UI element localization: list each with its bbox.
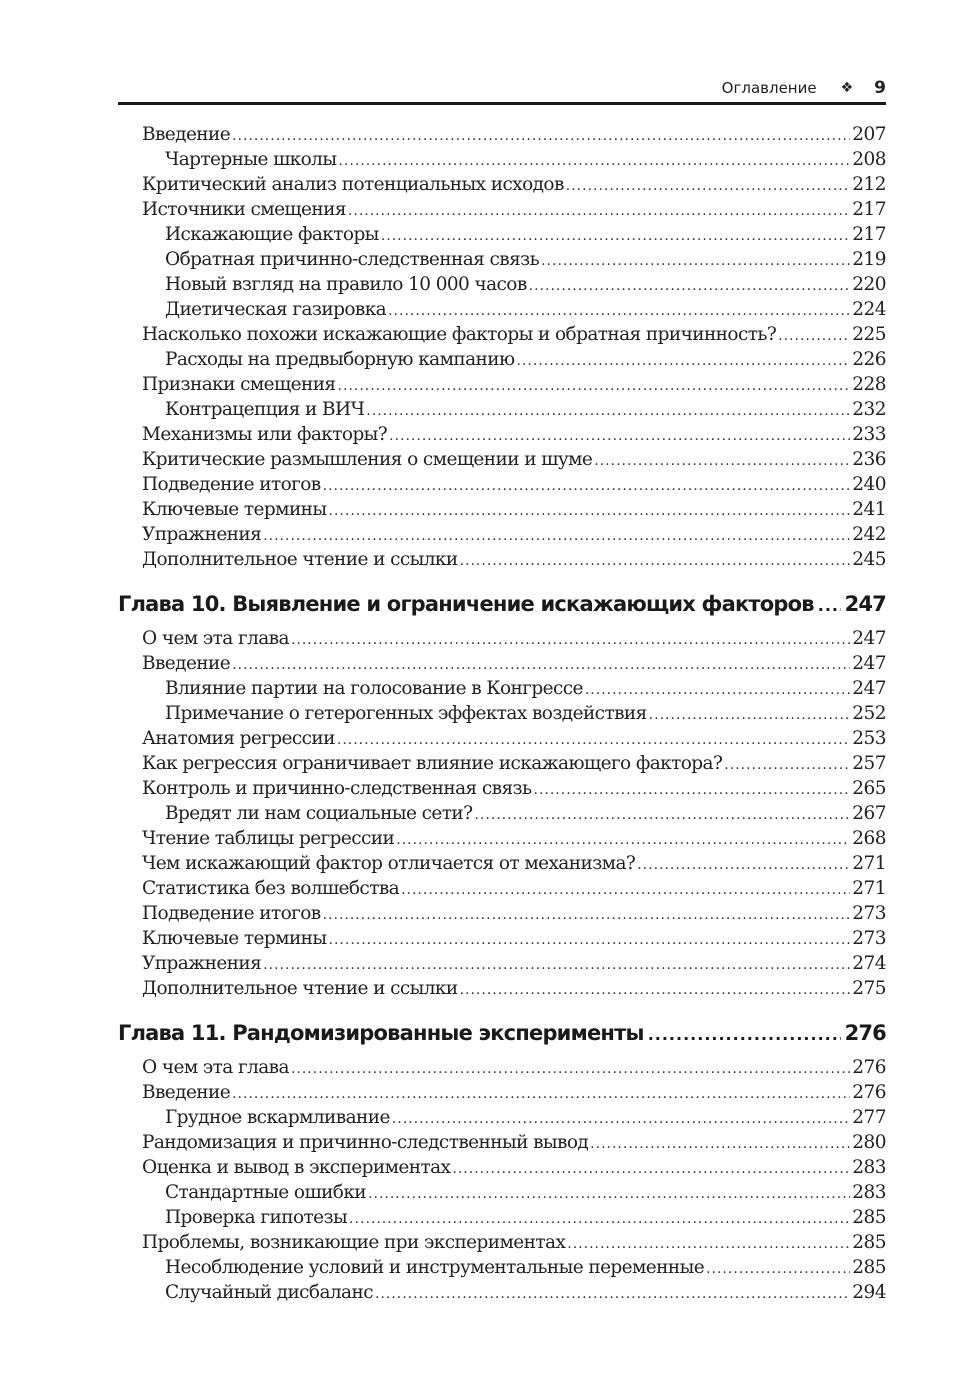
- entry-title: Упражнения: [142, 524, 262, 545]
- toc-entry[interactable]: [118, 901, 886, 926]
- toc-entry[interactable]: [118, 1105, 886, 1130]
- entry-title: Проблемы, возникающие при экспериментах: [142, 1232, 566, 1253]
- toc-entry[interactable]: [118, 1255, 886, 1280]
- toc-entry[interactable]: [118, 1055, 886, 1080]
- entry-title: Влияние партии на голосование в Конгрессе: [165, 678, 583, 699]
- entry-page-number: 265: [852, 778, 886, 799]
- entry-page-number: 220: [852, 274, 886, 295]
- dot-leader: [329, 499, 851, 524]
- dot-leader: [534, 778, 851, 803]
- toc-entry[interactable]: [118, 222, 886, 247]
- entry-title: Анатомия регрессии: [142, 728, 335, 749]
- entry-page-number: 253: [852, 728, 886, 749]
- toc-entry[interactable]: [118, 397, 886, 422]
- toc-chapter-heading[interactable]: [118, 584, 886, 624]
- dot-leader: [585, 678, 850, 703]
- header-rule: [118, 102, 886, 105]
- entry-page-number: 268: [852, 828, 886, 849]
- entry-page-number: 283: [852, 1182, 886, 1203]
- dot-leader: [706, 1257, 850, 1282]
- dot-leader: [263, 524, 850, 549]
- entry-title: Статистика без волшебства: [142, 878, 400, 899]
- entry-page-number: 242: [852, 524, 886, 545]
- dot-leader: [389, 424, 850, 449]
- toc-entry[interactable]: [118, 626, 886, 651]
- dot-leader: [291, 628, 850, 653]
- entry-title: Признаки смещения: [142, 374, 336, 395]
- entry-title: Обратная причинно-следственная связь: [165, 249, 540, 270]
- entry-title: Чартерные школы: [165, 149, 337, 170]
- dot-leader: [541, 249, 850, 274]
- entry-title: Подведение итогов: [142, 903, 321, 924]
- toc-entry[interactable]: [118, 1230, 886, 1255]
- toc-entry[interactable]: [118, 926, 886, 951]
- entry-page-number: 232: [852, 399, 886, 420]
- dot-leader: [460, 978, 851, 1003]
- dot-leader: [401, 878, 850, 903]
- toc-entry[interactable]: [118, 751, 886, 776]
- dot-leader: [724, 753, 850, 778]
- entry-page-number: 224: [852, 299, 886, 320]
- dot-leader: [567, 1232, 850, 1257]
- entry-page-number: 228: [852, 374, 886, 395]
- chapter-title: Глава 11. Рандомизированные эксперименты: [118, 1021, 644, 1045]
- entry-title: Механизмы или факторы?: [142, 424, 388, 445]
- entry-page-number: 274: [852, 953, 886, 974]
- entry-title: Упражнения: [142, 953, 262, 974]
- entry-page-number: 267: [852, 803, 886, 824]
- dot-leader: [566, 174, 850, 199]
- dot-leader: [517, 349, 851, 374]
- dot-leader: [590, 1132, 850, 1157]
- dot-leader: [338, 374, 851, 399]
- entry-title: Новый взгляд на правило 10 000 часов: [165, 274, 527, 295]
- entry-title: Введение: [142, 124, 231, 145]
- entry-page-number: 271: [852, 878, 886, 899]
- entry-title: Вредят ли нам социальные сети?: [165, 803, 473, 824]
- entry-page-number: 275: [852, 978, 886, 999]
- dot-leader: [368, 1182, 850, 1207]
- dot-leader: [460, 549, 851, 574]
- entry-page-number: 240: [852, 474, 886, 495]
- toc-entry[interactable]: [118, 122, 886, 147]
- entry-page-number: 217: [852, 224, 886, 245]
- entry-title: Проверка гипотезы: [165, 1207, 348, 1228]
- entry-title: Введение: [142, 653, 231, 674]
- chapter-title: Глава 10. Выявление и ограничение искажающих факторов: [118, 592, 814, 616]
- dot-leader: [349, 1207, 850, 1232]
- entry-page-number: 241: [852, 499, 886, 520]
- entry-title: Критические размышления о смещении и шуме: [142, 449, 593, 470]
- toc-entry[interactable]: [118, 726, 886, 751]
- dot-leader: [323, 474, 851, 499]
- entry-title: Диетическая газировка: [165, 299, 387, 320]
- toc-entry[interactable]: [118, 247, 886, 272]
- entry-page-number: 277: [852, 1107, 886, 1128]
- entry-page-number: 273: [852, 903, 886, 924]
- entry-title: Критический анализ потенциальных исходов: [142, 174, 564, 195]
- chapter-page-number: 247: [844, 592, 886, 616]
- dot-leader: [366, 399, 850, 424]
- entry-title: Расходы на предвыборную кампанию: [165, 349, 515, 370]
- entry-page-number: 252: [852, 703, 886, 724]
- dot-leader: [375, 1282, 850, 1307]
- entry-title: Чем искажающий фактор отличается от механизма?: [142, 853, 636, 874]
- dot-leader: [232, 1082, 850, 1107]
- entry-page-number: 280: [852, 1132, 886, 1153]
- dot-leader: [329, 928, 851, 953]
- toc-entry[interactable]: [118, 1130, 886, 1155]
- chapter-page-number: 276: [844, 1021, 886, 1045]
- entry-title: Ключевые термины: [142, 499, 327, 520]
- toc-entry[interactable]: [118, 347, 886, 372]
- entry-page-number: 276: [852, 1057, 886, 1078]
- running-head: [722, 76, 886, 100]
- entry-title: О чем эта глава: [142, 1057, 289, 1078]
- toc-entry[interactable]: [118, 801, 886, 826]
- toc-entry[interactable]: [118, 826, 886, 851]
- toc-entry[interactable]: [118, 1280, 886, 1305]
- toc-entry[interactable]: [118, 447, 886, 472]
- toc-entry[interactable]: [118, 497, 886, 522]
- entry-title: Оценка и вывод в экспериментах: [142, 1157, 451, 1178]
- entry-page-number: 247: [852, 653, 886, 674]
- toc-entry[interactable]: [118, 776, 886, 801]
- entry-title: Случайный дисбаланс: [165, 1282, 373, 1303]
- entry-title: Дополнительное чтение и ссылки: [142, 978, 458, 999]
- dot-leader: [337, 728, 850, 753]
- entry-page-number: 207: [852, 124, 886, 145]
- entry-title: Рандомизация и причинно-следственный вывод: [142, 1132, 589, 1153]
- toc-entry[interactable]: [118, 522, 886, 547]
- dot-leader: [529, 274, 851, 299]
- entry-title: Контрацепция и ВИЧ: [165, 399, 365, 420]
- entry-title: Как регрессия ограничивает влияние искажающего фактора?: [142, 753, 723, 774]
- dot-leader: [232, 124, 850, 149]
- entry-page-number: 233: [852, 424, 886, 445]
- dot-leader: [392, 1107, 850, 1132]
- page-number: 9: [874, 78, 886, 98]
- entry-page-number: 273: [852, 928, 886, 949]
- dot-leader: [338, 149, 850, 174]
- dot-leader: [637, 853, 850, 878]
- toc-entry[interactable]: [118, 472, 886, 497]
- entry-page-number: 283: [852, 1157, 886, 1178]
- toc-entry[interactable]: [118, 1180, 886, 1205]
- toc-entry[interactable]: [118, 701, 886, 726]
- dot-leader: [649, 703, 850, 728]
- toc-entry[interactable]: [118, 372, 886, 397]
- entry-title: Примечание о гетерогенных эффектах воздействия: [165, 703, 647, 724]
- toc-entry[interactable]: [118, 197, 886, 222]
- entry-page-number: 285: [852, 1232, 886, 1253]
- entry-page-number: 294: [852, 1282, 886, 1303]
- entry-page-number: 219: [852, 249, 886, 270]
- entry-page-number: 271: [852, 853, 886, 874]
- dot-leader: [291, 1057, 850, 1082]
- toc-entry[interactable]: [118, 547, 886, 572]
- table-of-contents: [118, 122, 886, 1305]
- dot-leader: [474, 803, 850, 828]
- entry-page-number: 285: [852, 1207, 886, 1228]
- dot-leader: [388, 299, 850, 324]
- dot-leader: [594, 449, 850, 474]
- toc-entry[interactable]: [118, 1155, 886, 1180]
- entry-page-number: 247: [852, 628, 886, 649]
- entry-title: Ключевые термины: [142, 928, 327, 949]
- entry-title: Источники смещения: [142, 199, 346, 220]
- dot-leader: [263, 953, 850, 978]
- toc-entry[interactable]: [118, 172, 886, 197]
- entry-title: Несоблюдение условий и инструментальные переменные: [165, 1257, 705, 1278]
- entry-page-number: 236: [852, 449, 886, 470]
- entry-page-number: 257: [852, 753, 886, 774]
- dot-leader: [452, 1157, 850, 1182]
- toc-entry[interactable]: [118, 976, 886, 1001]
- entry-page-number: 285: [852, 1257, 886, 1278]
- toc-entry[interactable]: [118, 272, 886, 297]
- entry-title: Дополнительное чтение и ссылки: [142, 549, 458, 570]
- entry-title: Подведение итогов: [142, 474, 321, 495]
- toc-entry[interactable]: [118, 1080, 886, 1105]
- toc-chapter-heading[interactable]: [118, 1013, 886, 1053]
- entry-page-number: 208: [852, 149, 886, 170]
- toc-entry[interactable]: [118, 876, 886, 901]
- entry-page-number: 217: [852, 199, 886, 220]
- toc-entry[interactable]: [118, 297, 886, 322]
- entry-title: Чтение таблицы регрессии: [142, 828, 395, 849]
- entry-title: О чем эта глава: [142, 628, 289, 649]
- entry-page-number: 226: [852, 349, 886, 370]
- toc-entry[interactable]: [118, 951, 886, 976]
- ornament-icon: ❖: [840, 80, 853, 96]
- dot-leader: [778, 324, 850, 349]
- entry-title: Контроль и причинно-следственная связь: [142, 778, 532, 799]
- entry-title: Грудное вскармливание: [165, 1107, 390, 1128]
- dot-leader: [232, 653, 850, 678]
- toc-entry[interactable]: [118, 651, 886, 676]
- running-head-title: Оглавление: [721, 79, 817, 97]
- entry-page-number: 212: [852, 174, 886, 195]
- dot-leader: [381, 224, 850, 249]
- toc-entry[interactable]: [118, 676, 886, 701]
- toc-entry[interactable]: [118, 322, 886, 347]
- entry-page-number: 247: [852, 678, 886, 699]
- entry-title: Искажающие факторы: [165, 224, 379, 245]
- toc-entry[interactable]: [118, 851, 886, 876]
- entry-page-number: 225: [852, 324, 886, 345]
- entry-page-number: 245: [852, 549, 886, 570]
- dot-leader: [648, 1015, 841, 1055]
- dot-leader: [818, 586, 841, 626]
- entry-page-number: 276: [852, 1082, 886, 1103]
- dot-leader: [348, 199, 850, 224]
- entry-title: Стандартные ошибки: [165, 1182, 367, 1203]
- toc-entry[interactable]: [118, 1205, 886, 1230]
- entry-title: Введение: [142, 1082, 231, 1103]
- dot-leader: [396, 828, 850, 853]
- dot-leader: [323, 903, 851, 928]
- toc-entry[interactable]: [118, 147, 886, 172]
- entry-title: Насколько похожи искажающие факторы и обратная причинность?: [142, 324, 777, 345]
- toc-entry[interactable]: [118, 422, 886, 447]
